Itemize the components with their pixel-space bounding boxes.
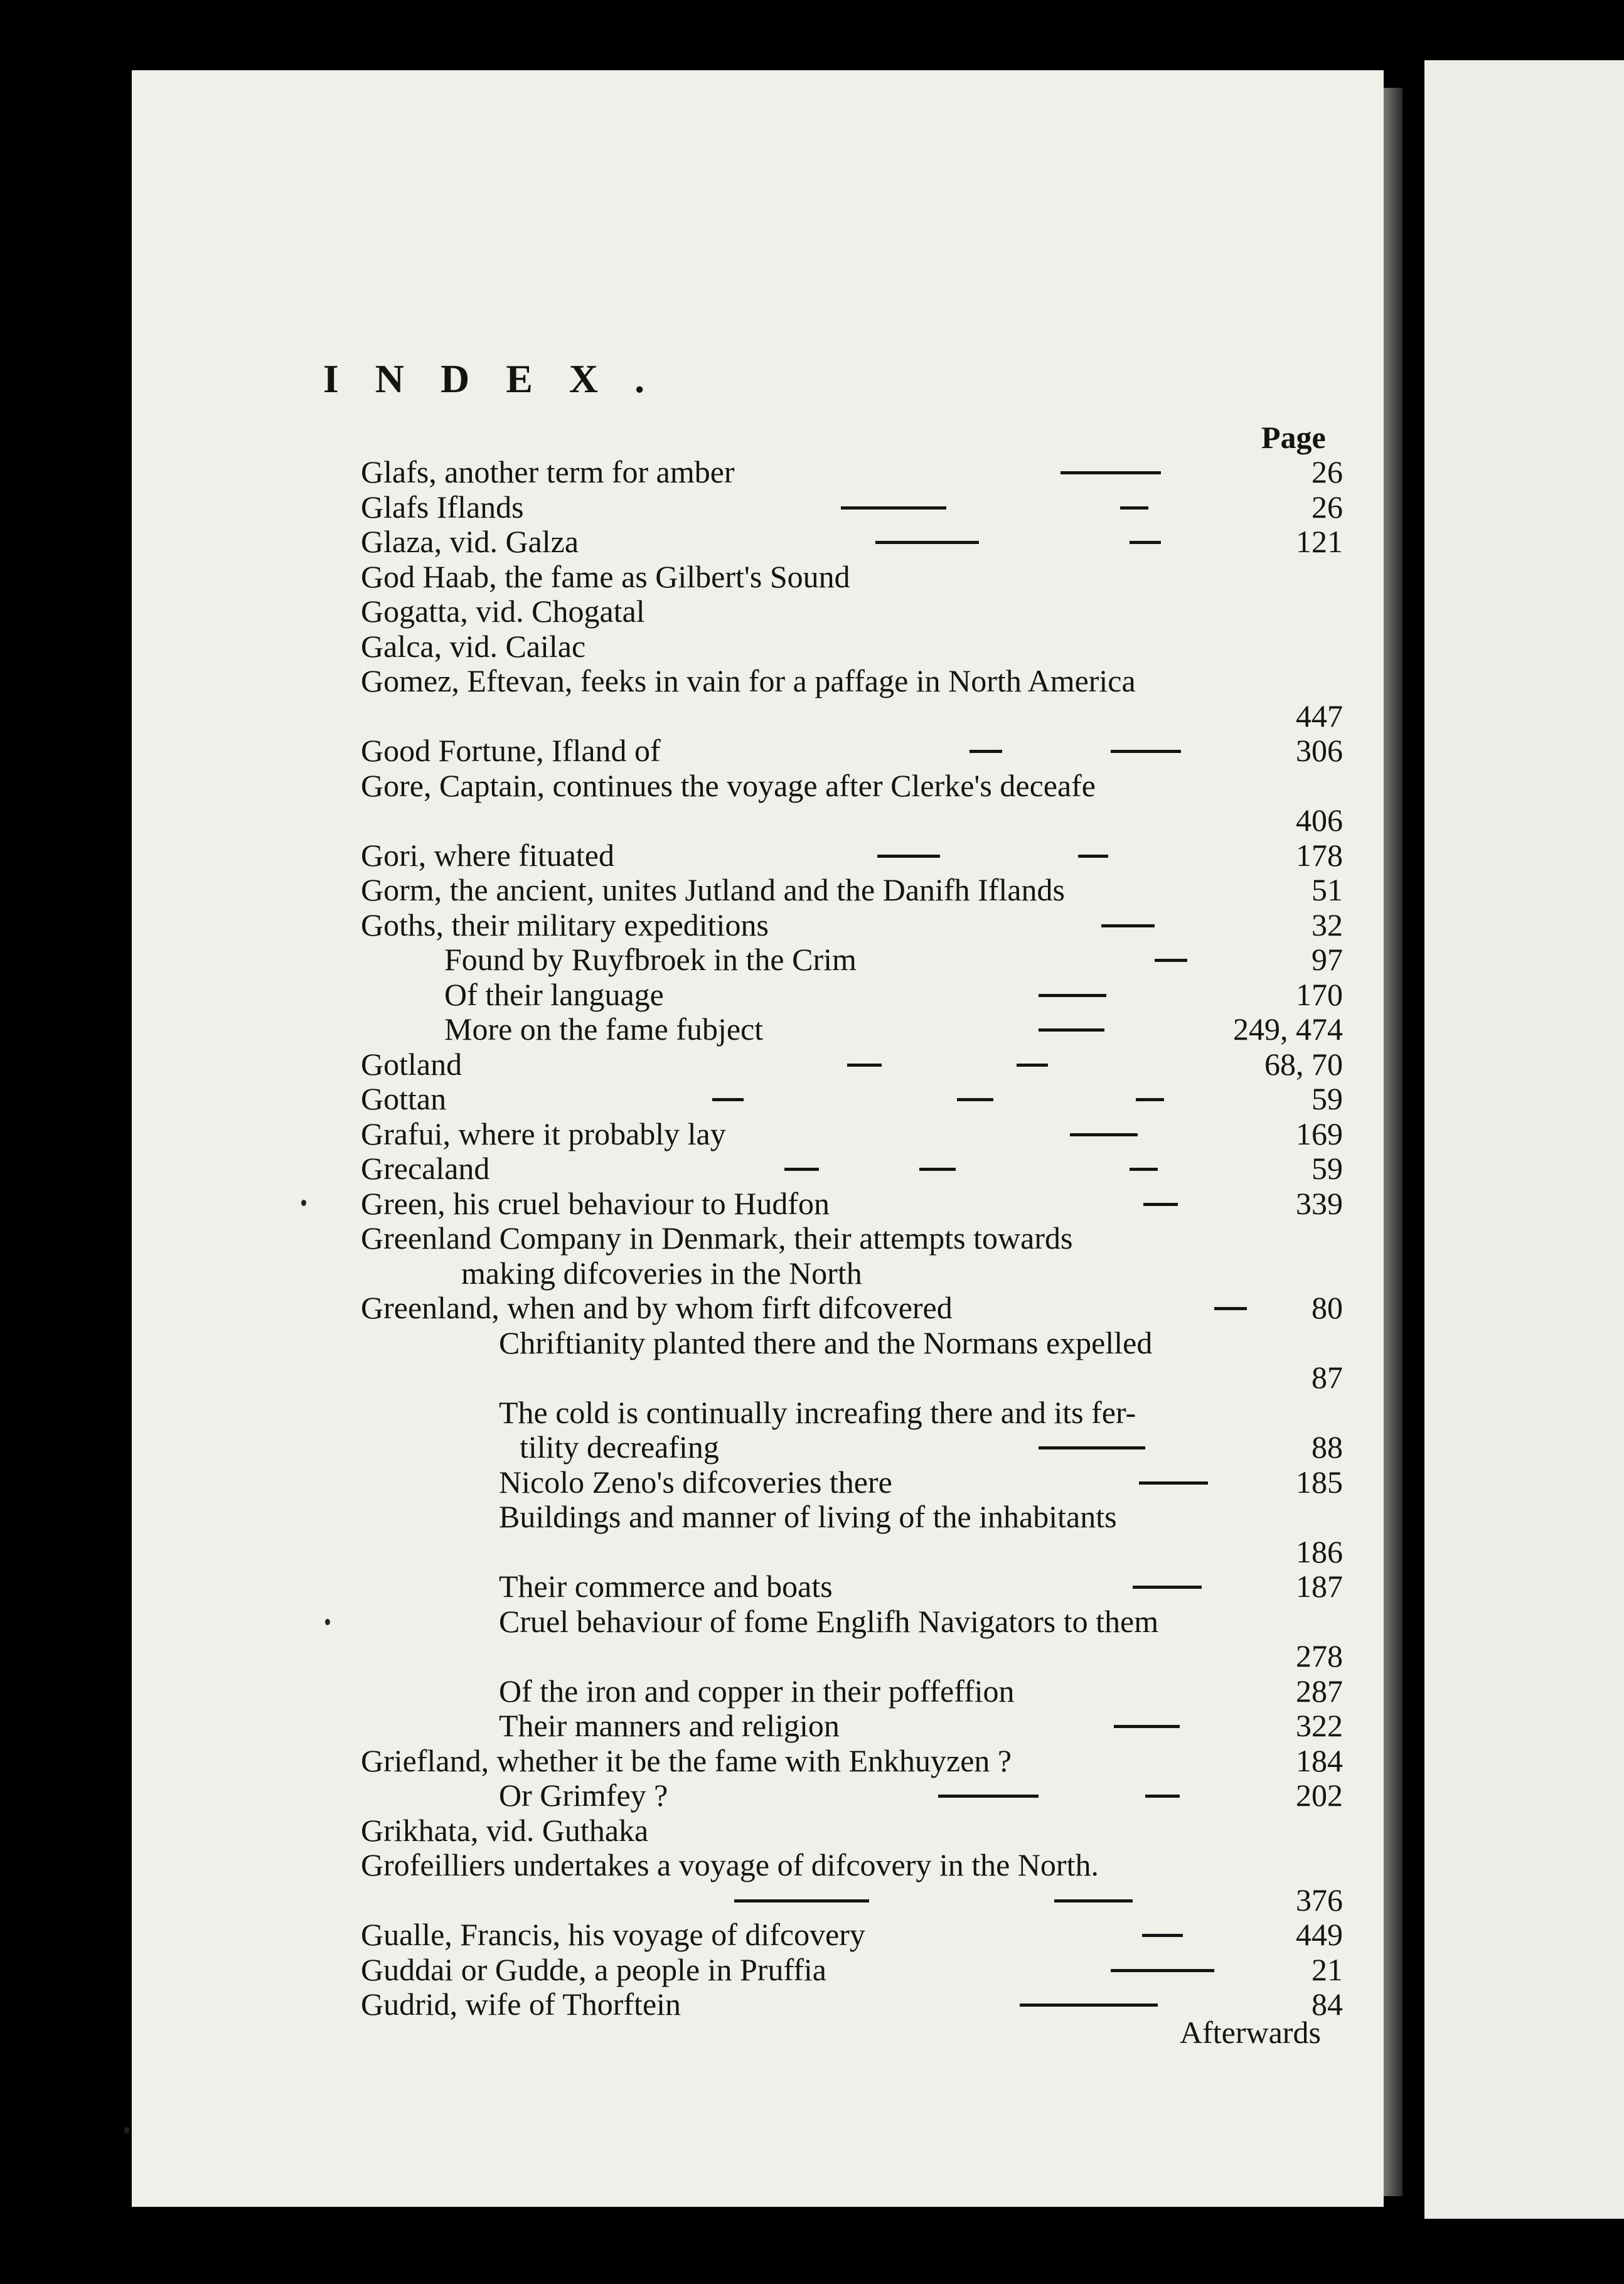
entry-page-number: 51 <box>1311 872 1343 907</box>
entry-page-number: 169 <box>1296 1116 1343 1151</box>
index-entry <box>132 489 1343 525</box>
index-entry <box>132 1708 1343 1743</box>
index-entry <box>132 698 1343 734</box>
entry-text: Gualle, Francis, his voyage of difcovery <box>361 1917 865 1952</box>
entry-text: Cruel behaviour of fome Englifh Navigators to them <box>499 1603 1159 1639</box>
index-entry <box>132 838 1343 873</box>
index-entry <box>132 1847 1343 1882</box>
leader-dash <box>847 1064 882 1067</box>
leader-dash <box>1111 750 1181 753</box>
entry-text: making difcoveries in the North <box>461 1255 862 1291</box>
index-entry <box>132 1151 1343 1186</box>
leader-dash <box>1130 1168 1158 1171</box>
entry-text: Greenland, when and by whom firft difcovered <box>361 1290 953 1325</box>
entry-text: Their manners and religion <box>499 1708 840 1743</box>
entry-page-number: 449 <box>1296 1917 1343 1952</box>
index-entry <box>132 1673 1343 1709</box>
index-entry <box>132 1256 1343 1291</box>
entry-page-number: 376 <box>1296 1882 1343 1918</box>
entry-text: Glaza, vid. Galza <box>361 524 579 559</box>
entry-page-number: 187 <box>1296 1569 1343 1604</box>
leader-dash <box>1114 1725 1180 1728</box>
leader-dash <box>970 750 1002 753</box>
index-entry <box>132 1116 1343 1151</box>
leader-dash <box>938 1795 1039 1798</box>
leader-dash <box>1020 2004 1158 2007</box>
entry-text: Found by Ruyfbroek in the Crim <box>444 942 857 977</box>
index-entry <box>132 1952 1343 1987</box>
index-entry <box>132 1569 1343 1604</box>
leader-dash <box>1017 1064 1048 1067</box>
book-page <box>132 70 1384 2207</box>
entry-page-number: 59 <box>1311 1081 1343 1116</box>
entry-page-number: 170 <box>1296 976 1343 1012</box>
entry-text: Grofeilliers undertakes a voyage of difcovery in the North. <box>361 1847 1099 1882</box>
index-entry <box>132 1011 1343 1047</box>
entry-text: Glafs, another term for amber <box>361 454 735 489</box>
leader-dash <box>1136 1098 1164 1101</box>
index-entry <box>132 524 1343 559</box>
entry-text: Gottan <box>361 1081 447 1116</box>
entry-page-number: 59 <box>1311 1151 1343 1186</box>
entry-text: God Haab, the fame as Gilbert's Sound <box>361 558 850 594</box>
leader-dash <box>1054 1899 1133 1902</box>
index-entry <box>132 942 1343 977</box>
entry-page-number: 178 <box>1296 837 1343 873</box>
entry-page-number: 84 <box>1311 1987 1343 2022</box>
entry-page-number: 322 <box>1296 1708 1343 1743</box>
entry-page-number: 21 <box>1311 1951 1343 1987</box>
index-entry <box>132 454 1343 489</box>
leader-dash <box>875 541 979 544</box>
index-entry <box>132 1778 1343 1813</box>
entry-page-number: 97 <box>1311 942 1343 977</box>
index-entry <box>132 1638 1343 1673</box>
index-entry <box>132 1743 1343 1778</box>
leader-dash <box>919 1168 956 1171</box>
page-gutter-shadow <box>1384 88 1402 2196</box>
index-entry <box>132 872 1343 907</box>
leader-dash <box>1143 1203 1178 1206</box>
ink-speck <box>124 2127 129 2133</box>
leader-dash <box>1101 924 1155 927</box>
index-entry <box>132 977 1343 1012</box>
leader-dash <box>1070 1133 1138 1136</box>
index-entry <box>132 629 1343 664</box>
leader-dash <box>784 1168 819 1171</box>
leader-dash <box>712 1098 744 1101</box>
entry-page-number: 339 <box>1296 1185 1343 1221</box>
entry-page-number: 278 <box>1296 1638 1343 1673</box>
leader-dash <box>1039 1446 1145 1449</box>
index-entry <box>132 768 1343 803</box>
leader-dash <box>1139 1481 1208 1485</box>
index-entry <box>132 733 1343 768</box>
leader-dash <box>1133 1586 1202 1589</box>
leader-dash <box>1214 1307 1247 1310</box>
entry-text: Galca, vid. Cailac <box>361 628 586 664</box>
entry-text: Gotland <box>361 1046 462 1082</box>
index-entry <box>132 1047 1343 1082</box>
leader-dash <box>1145 1795 1180 1798</box>
leader-dash <box>1078 855 1108 858</box>
index-entry <box>132 559 1343 594</box>
entry-page-number: 406 <box>1296 803 1343 838</box>
entry-text: Of the iron and copper in their poffeffion <box>499 1673 1015 1709</box>
index-entry <box>132 1186 1343 1221</box>
leader-dash <box>877 855 940 858</box>
leader-dash <box>1060 471 1161 474</box>
entry-page-number: 186 <box>1296 1534 1343 1569</box>
index-entry <box>132 907 1343 942</box>
entry-text: Gorm, the ancient, unites Jutland and the Danifh Iflands <box>361 872 1065 907</box>
entry-page-number: 32 <box>1311 907 1343 942</box>
entry-page-number: 26 <box>1311 489 1343 525</box>
entry-text: The cold is continually increafing there and its fer- <box>499 1394 1136 1430</box>
entry-page-number: 202 <box>1296 1778 1343 1813</box>
entry-page-number: 249, 474 <box>1233 1011 1343 1047</box>
entry-text: Guddai or Gudde, a people in Pruffia <box>361 1951 826 1987</box>
leader-dash <box>957 1098 993 1101</box>
entry-text: Chriftianity planted there and the Normans expelled <box>499 1325 1153 1360</box>
entry-text: Gomez, Eftevan, feeks in vain for a paffage in North America <box>361 663 1136 698</box>
entry-text: Griefland, whether it be the fame with Enkhuyzen ? <box>361 1742 1012 1778</box>
leader-dash <box>734 1899 869 1902</box>
entry-text: Grafui, where it probably lay <box>361 1116 726 1151</box>
entry-text: Buildings and manner of living of the inhabitants <box>499 1499 1117 1534</box>
index-entry <box>132 1081 1343 1116</box>
index-entry <box>132 803 1343 838</box>
entry-page-number: 185 <box>1296 1464 1343 1500</box>
ink-speck <box>325 1619 330 1625</box>
entry-page-number: 80 <box>1311 1290 1343 1325</box>
index-entry <box>132 1220 1343 1256</box>
index-entry <box>132 663 1343 698</box>
entry-text: Or Grimfey ? <box>499 1778 668 1813</box>
index-entry <box>132 1882 1343 1918</box>
entry-text: Gore, Captain, continues the voyage after Clerke's deceafe <box>361 767 1096 803</box>
entry-text: Of their language <box>444 976 664 1012</box>
index-entry <box>132 1360 1343 1395</box>
index-entry <box>132 1987 1343 2022</box>
entry-page-number: 287 <box>1296 1673 1343 1709</box>
entry-text: Good Fortune, Ifland of <box>361 733 661 768</box>
leader-dash <box>1039 1028 1104 1032</box>
leader-dash <box>1039 994 1106 997</box>
index-entry <box>132 1465 1343 1500</box>
index-entry <box>132 1534 1343 1569</box>
leader-dash <box>1142 1934 1183 1937</box>
index-entry <box>132 1325 1343 1360</box>
entry-text: Glafs Iflands <box>361 489 524 525</box>
entry-text: Gogatta, vid. Chogatal <box>361 594 645 629</box>
index-entry <box>132 1813 1343 1848</box>
entry-page-number: 68, 70 <box>1264 1046 1343 1082</box>
leader-dash <box>1130 541 1161 544</box>
index-entry <box>132 1395 1343 1430</box>
entry-page-number: 88 <box>1311 1429 1343 1465</box>
index-entry <box>132 1290 1343 1325</box>
leader-dash <box>841 506 946 510</box>
entry-text: tility decreafing <box>520 1429 719 1465</box>
entry-text: Gori, where fituated <box>361 837 615 873</box>
index-entry <box>132 594 1343 629</box>
entry-page-number: 184 <box>1296 1742 1343 1778</box>
entry-text: Green, his cruel behaviour to Hudfon <box>361 1185 830 1221</box>
entry-text: Greenland Company in Denmark, their attempts towards <box>361 1220 1073 1256</box>
entry-text: Their commerce and boats <box>499 1569 833 1604</box>
entry-page-number: 306 <box>1296 733 1343 768</box>
index-entry <box>132 1499 1343 1534</box>
entry-text: Goths, their military expeditions <box>361 907 769 942</box>
leader-dash <box>1120 506 1148 510</box>
entry-text: Nicolo Zeno's difcoveries there <box>499 1464 892 1500</box>
entry-text: Gudrid, wife of Thorftein <box>361 1987 681 2022</box>
entry-text: More on the fame fubject <box>444 1011 764 1047</box>
entry-page-number: 26 <box>1311 454 1343 489</box>
entry-page-number: 447 <box>1296 698 1343 734</box>
entry-page-number: 87 <box>1311 1360 1343 1395</box>
facing-page <box>1424 60 1624 2219</box>
catchword: Afterwards <box>1180 2015 1321 2050</box>
index-entry <box>132 1604 1343 1639</box>
index-entry <box>132 1917 1343 1952</box>
leader-dash <box>1155 959 1187 962</box>
leader-dash <box>1111 1969 1214 1972</box>
index-title: INDEX. <box>323 356 681 401</box>
page-column-label: Page <box>1261 420 1326 455</box>
entry-text: Grecaland <box>361 1151 490 1186</box>
entry-page-number: 121 <box>1296 524 1343 559</box>
index-entry <box>132 1429 1343 1465</box>
entry-text: Grikhata, vid. Guthaka <box>361 1812 649 1848</box>
ink-speck <box>301 1200 306 1206</box>
